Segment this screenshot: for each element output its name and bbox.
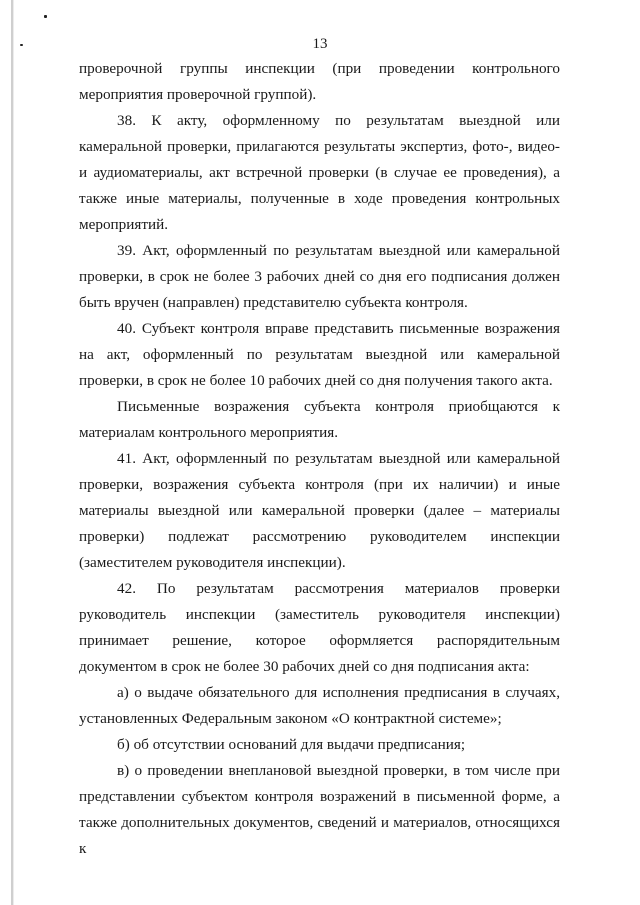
document-body [79,56,560,862]
paragraph-39: 39. Акт, оформленный по результатам выездной или камеральной проверки, в срок не более 3 рабочих дней со дня его подписания должен быть вручен (направлен) представителю субъекта контроля. [79,242,560,311]
scan-speck [44,15,47,18]
scan-left-edge-shadow [13,0,14,905]
list-item-a: а) о выдаче обязательного для исполнения предписания в случаях, установленных Федеральным законом «О контрактной системе»; [79,684,560,727]
paragraph-38: 38. К акту, оформленному по результатам выездной или камеральной проверки, прилагаются результаты экспертиз, фото-, видео- и аудиоматериалы, акт встречной проверки (в случае ее проведения), а также иные материалы, полученные в ходе проведения контрольных мероприятий. [79,112,560,233]
paragraph-42: 42. По результатам рассмотрения материалов проверки руководитель инспекции (заместитель руководителя инспекции) принимает решение, которое оформляется распорядительным документом в срок не более 30 рабочих дней со дня подписания акта: [79,580,560,675]
paragraph-41: 41. Акт, оформленный по результатам выездной или камеральной проверки, возражения субъекта контроля (при их наличии) и иные материалы выездной или камеральной проверки (далее – материалы проверки) подлежат рассмотрению руководителем инспекции (заместителем руководителя инспекции). [79,450,560,571]
list-item-v: в) о проведении внеплановой выездной проверки, в том числе при представлении субъектом контроля возражений в письменной форме, а также дополнительных документов, сведений и материалов, относящихся к [79,762,560,857]
page-number: 13 [312,36,328,52]
paragraph-40-objections: Письменные возражения субъекта контроля приобщаются к материалам контрольного мероприятия. [79,398,560,441]
paragraph-continuation: проверочной группы инспекции (при проведении контрольного мероприятия проверочной группой). [79,60,560,103]
list-item-b: б) об отсутствии оснований для выдачи предписания; [117,736,466,753]
paragraph-40: 40. Субъект контроля вправе представить письменные возражения на акт, оформленный по результатам выездной или камеральной проверки, в срок не более 10 рабочих дней со дня получения такого акта. [79,320,560,389]
